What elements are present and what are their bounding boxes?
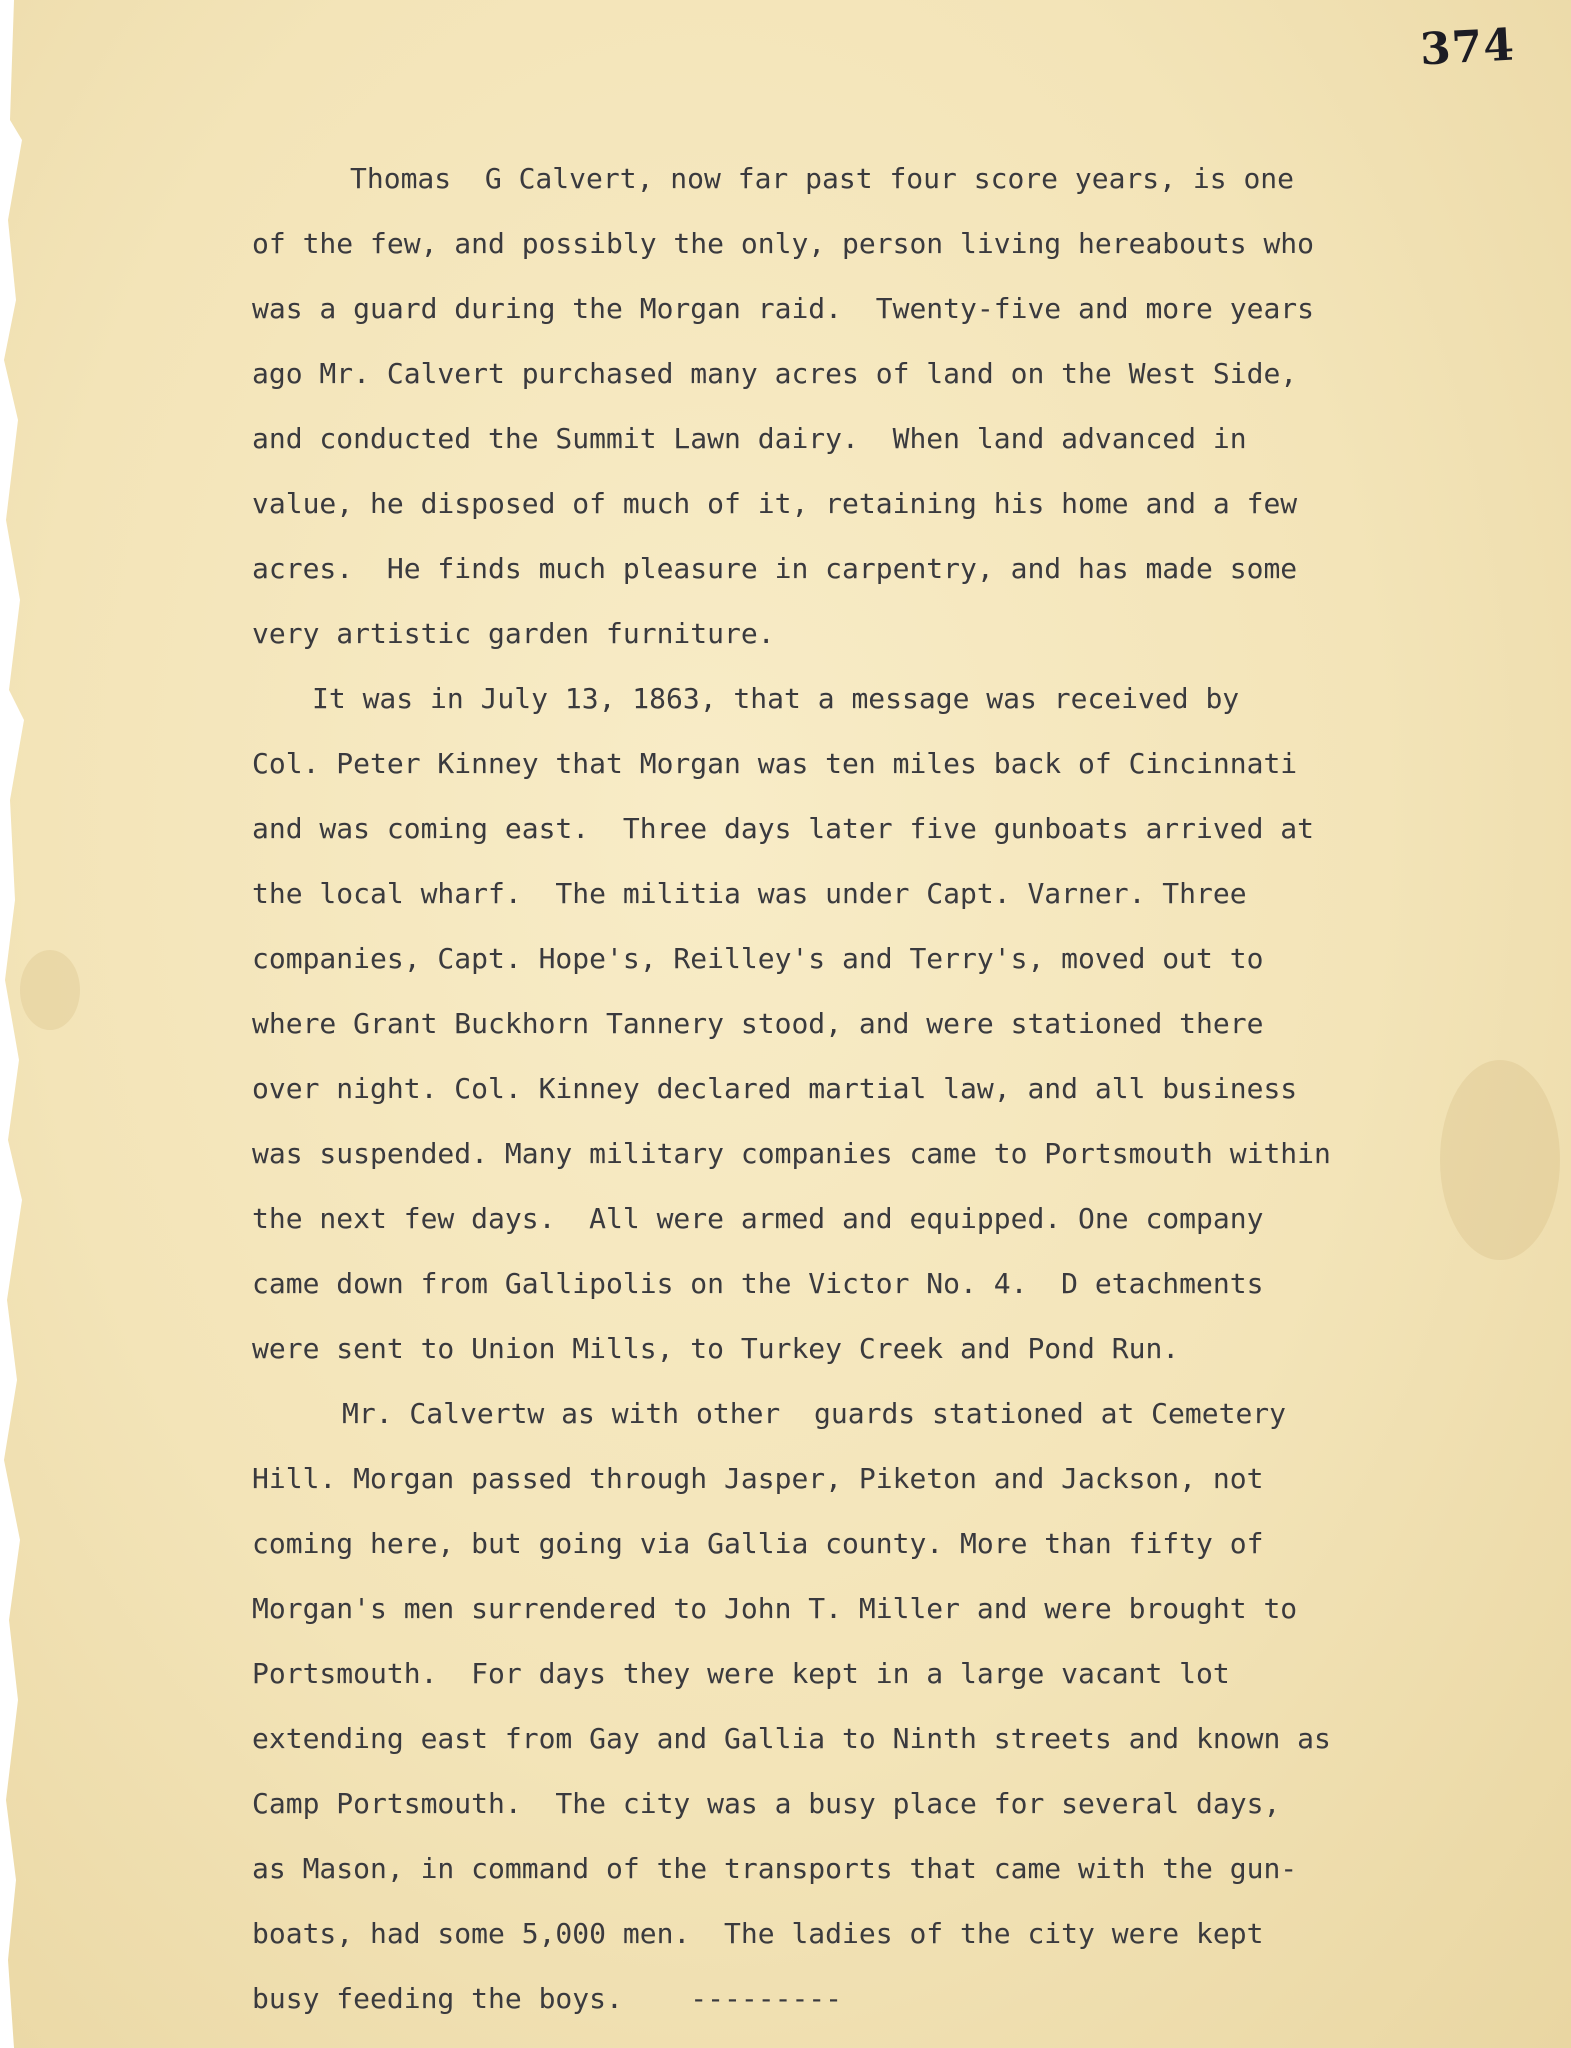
text-line: value, he disposed of much of it, retaining his home and a few: [252, 487, 1298, 520]
paragraph-cemetery-hill: [252, 1381, 1482, 2031]
typed-text-body: [252, 146, 1482, 2031]
text-line: and conducted the Summit Lawn dairy. When land advanced in: [252, 422, 1247, 455]
text-line: boats, had some 5,000 men. The ladies of the city were kept: [252, 1917, 1264, 1950]
torn-paper-edge: [0, 0, 30, 2048]
text-line: Hill. Morgan passed through Jasper, Piketon and Jackson, not: [252, 1462, 1264, 1495]
text-line: extending east from Gay and Gallia to Ninth streets and known as: [252, 1722, 1331, 1755]
text-line: It was in July 13, 1863, that a message was received by: [312, 682, 1240, 715]
text-line: Col. Peter Kinney that Morgan was ten miles back of Cincinnati: [252, 747, 1298, 780]
text-line: ago Mr. Calvert purchased many acres of land on the West Side,: [252, 357, 1298, 390]
page-number: 374: [1418, 19, 1517, 76]
text-line: was suspended. Many military companies came to Portsmouth within: [252, 1137, 1331, 1170]
text-line: Morgan's men surrendered to John T. Miller and were brought to: [252, 1592, 1298, 1625]
text-line: coming here, but going via Gallia county. More than fifty of: [252, 1527, 1264, 1560]
paper-stain: [20, 950, 80, 1030]
text-line: busy feeding the boys. ---------: [252, 1982, 843, 2015]
text-line: the local wharf. The militia was under Capt. Varner. Three: [252, 877, 1247, 910]
text-line: Thomas G Calvert, now far past four score years, is one: [350, 162, 1295, 195]
text-line: where Grant Buckhorn Tannery stood, and were stationed there: [252, 1007, 1264, 1040]
text-line: Mr. Calvertw as with other guards stationed at Cemetery: [342, 1397, 1287, 1430]
text-line: were sent to Union Mills, to Turkey Creek and Pond Run.: [252, 1332, 1180, 1365]
text-line: companies, Capt. Hope's, Reilley's and Terry's, moved out to: [252, 942, 1264, 975]
text-line: as Mason, in command of the transports that came with the gun-: [252, 1852, 1298, 1885]
text-line: very artistic garden furniture.: [252, 617, 775, 650]
text-line: acres. He finds much pleasure in carpentry, and has made some: [252, 552, 1298, 585]
text-line: came down from Gallipolis on the Victor No. 4. D etachments: [252, 1267, 1264, 1300]
paragraph-calvert-intro: [252, 146, 1482, 666]
text-line: Portsmouth. For days they were kept in a large vacant lot: [252, 1657, 1230, 1690]
text-line: Camp Portsmouth. The city was a busy place for several days,: [252, 1787, 1281, 1820]
text-line: the next few days. All were armed and equipped. One company: [252, 1202, 1264, 1235]
text-line: and was coming east. Three days later five gunboats arrived at: [252, 812, 1315, 845]
text-line: of the few, and possibly the only, person living hereabouts who: [252, 227, 1315, 260]
text-line: was a guard during the Morgan raid. Twenty-five and more years: [252, 292, 1315, 325]
text-line: over night. Col. Kinney declared martial law, and all business: [252, 1072, 1298, 1105]
paragraph-morgan-raid: [252, 666, 1482, 1381]
